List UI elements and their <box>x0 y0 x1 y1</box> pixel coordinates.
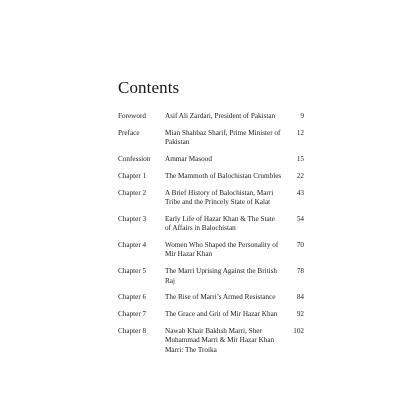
toc-entry-page: 15 <box>296 155 304 163</box>
toc-entry-title: Asif Ali Zardari, President of Pakistan <box>165 112 276 120</box>
toc-entry-label: Confession <box>118 155 151 163</box>
toc-entry-label: Chapter 8 <box>118 327 147 335</box>
toc-entry-page: 102 <box>293 327 304 335</box>
toc-entry-label: Chapter 1 <box>118 171 147 180</box>
toc-entry-label: Preface <box>118 128 140 137</box>
toc-entry <box>118 172 304 181</box>
toc-entry <box>118 155 304 164</box>
toc-entry-title: Mian Shahbaz Sharif, Prime Minister of Pakistan <box>165 128 281 147</box>
toc-entry <box>118 267 304 286</box>
table-of-contents <box>118 112 304 363</box>
toc-entry <box>118 215 304 234</box>
toc-entry-page: 22 <box>296 171 304 180</box>
toc-entry-label: Chapter 2 <box>118 188 147 197</box>
toc-entry-page: 78 <box>296 267 304 276</box>
toc-entry <box>118 327 304 355</box>
toc-entry-label: Chapter 7 <box>118 310 147 319</box>
toc-entry-page: 70 <box>296 241 304 249</box>
toc-entry <box>118 112 304 121</box>
toc-entry-title: The Rise of Marri’s Armed Resistance <box>165 293 276 302</box>
toc-entry-title: The Grace and Grit of Mir Hazar Khan <box>165 310 278 319</box>
toc-entry <box>118 293 304 302</box>
toc-entry-title: Women Who Shaped the Personality of Mir Hazar Khan <box>165 241 279 259</box>
toc-entry-title: Ammar Masood <box>165 155 212 163</box>
toc-entry-label: Chapter 6 <box>118 293 147 302</box>
toc-entry-page: 12 <box>296 128 304 137</box>
toc-entry-page: 54 <box>296 214 304 223</box>
toc-entry-label: Chapter 3 <box>118 214 147 223</box>
toc-entry-title: A Brief History of Balochistan, Marri Tribe and the Princely State of Kalat <box>165 188 274 206</box>
toc-entry-title: Early Life of Hazar Khan & The State of Affairs in Balochistan <box>165 214 275 233</box>
page-title: Contents <box>118 78 180 97</box>
toc-entry-title: Nawab Khair Bakhsh Marri, Sher Muhammad Marri & Mir Hazar Khan Marri: The Troika <box>165 327 275 354</box>
toc-entry-page: 92 <box>296 310 304 319</box>
toc-entry-title: The Mammoth of Balochistan Crumbles <box>165 171 282 180</box>
toc-entry-page: 43 <box>296 188 304 197</box>
toc-entry-label: Foreword <box>118 112 146 120</box>
toc-entry-label: Chapter 4 <box>118 241 147 249</box>
toc-entry <box>118 241 304 260</box>
toc-entry-page: 9 <box>300 112 304 120</box>
toc-entry-label: Chapter 5 <box>118 267 147 276</box>
toc-entry <box>118 310 304 319</box>
toc-entry-page: 84 <box>296 293 304 302</box>
toc-entry <box>118 189 304 208</box>
toc-entry-title: The Marri Uprising Against the British Raj <box>165 267 277 285</box>
toc-entry <box>118 129 304 148</box>
